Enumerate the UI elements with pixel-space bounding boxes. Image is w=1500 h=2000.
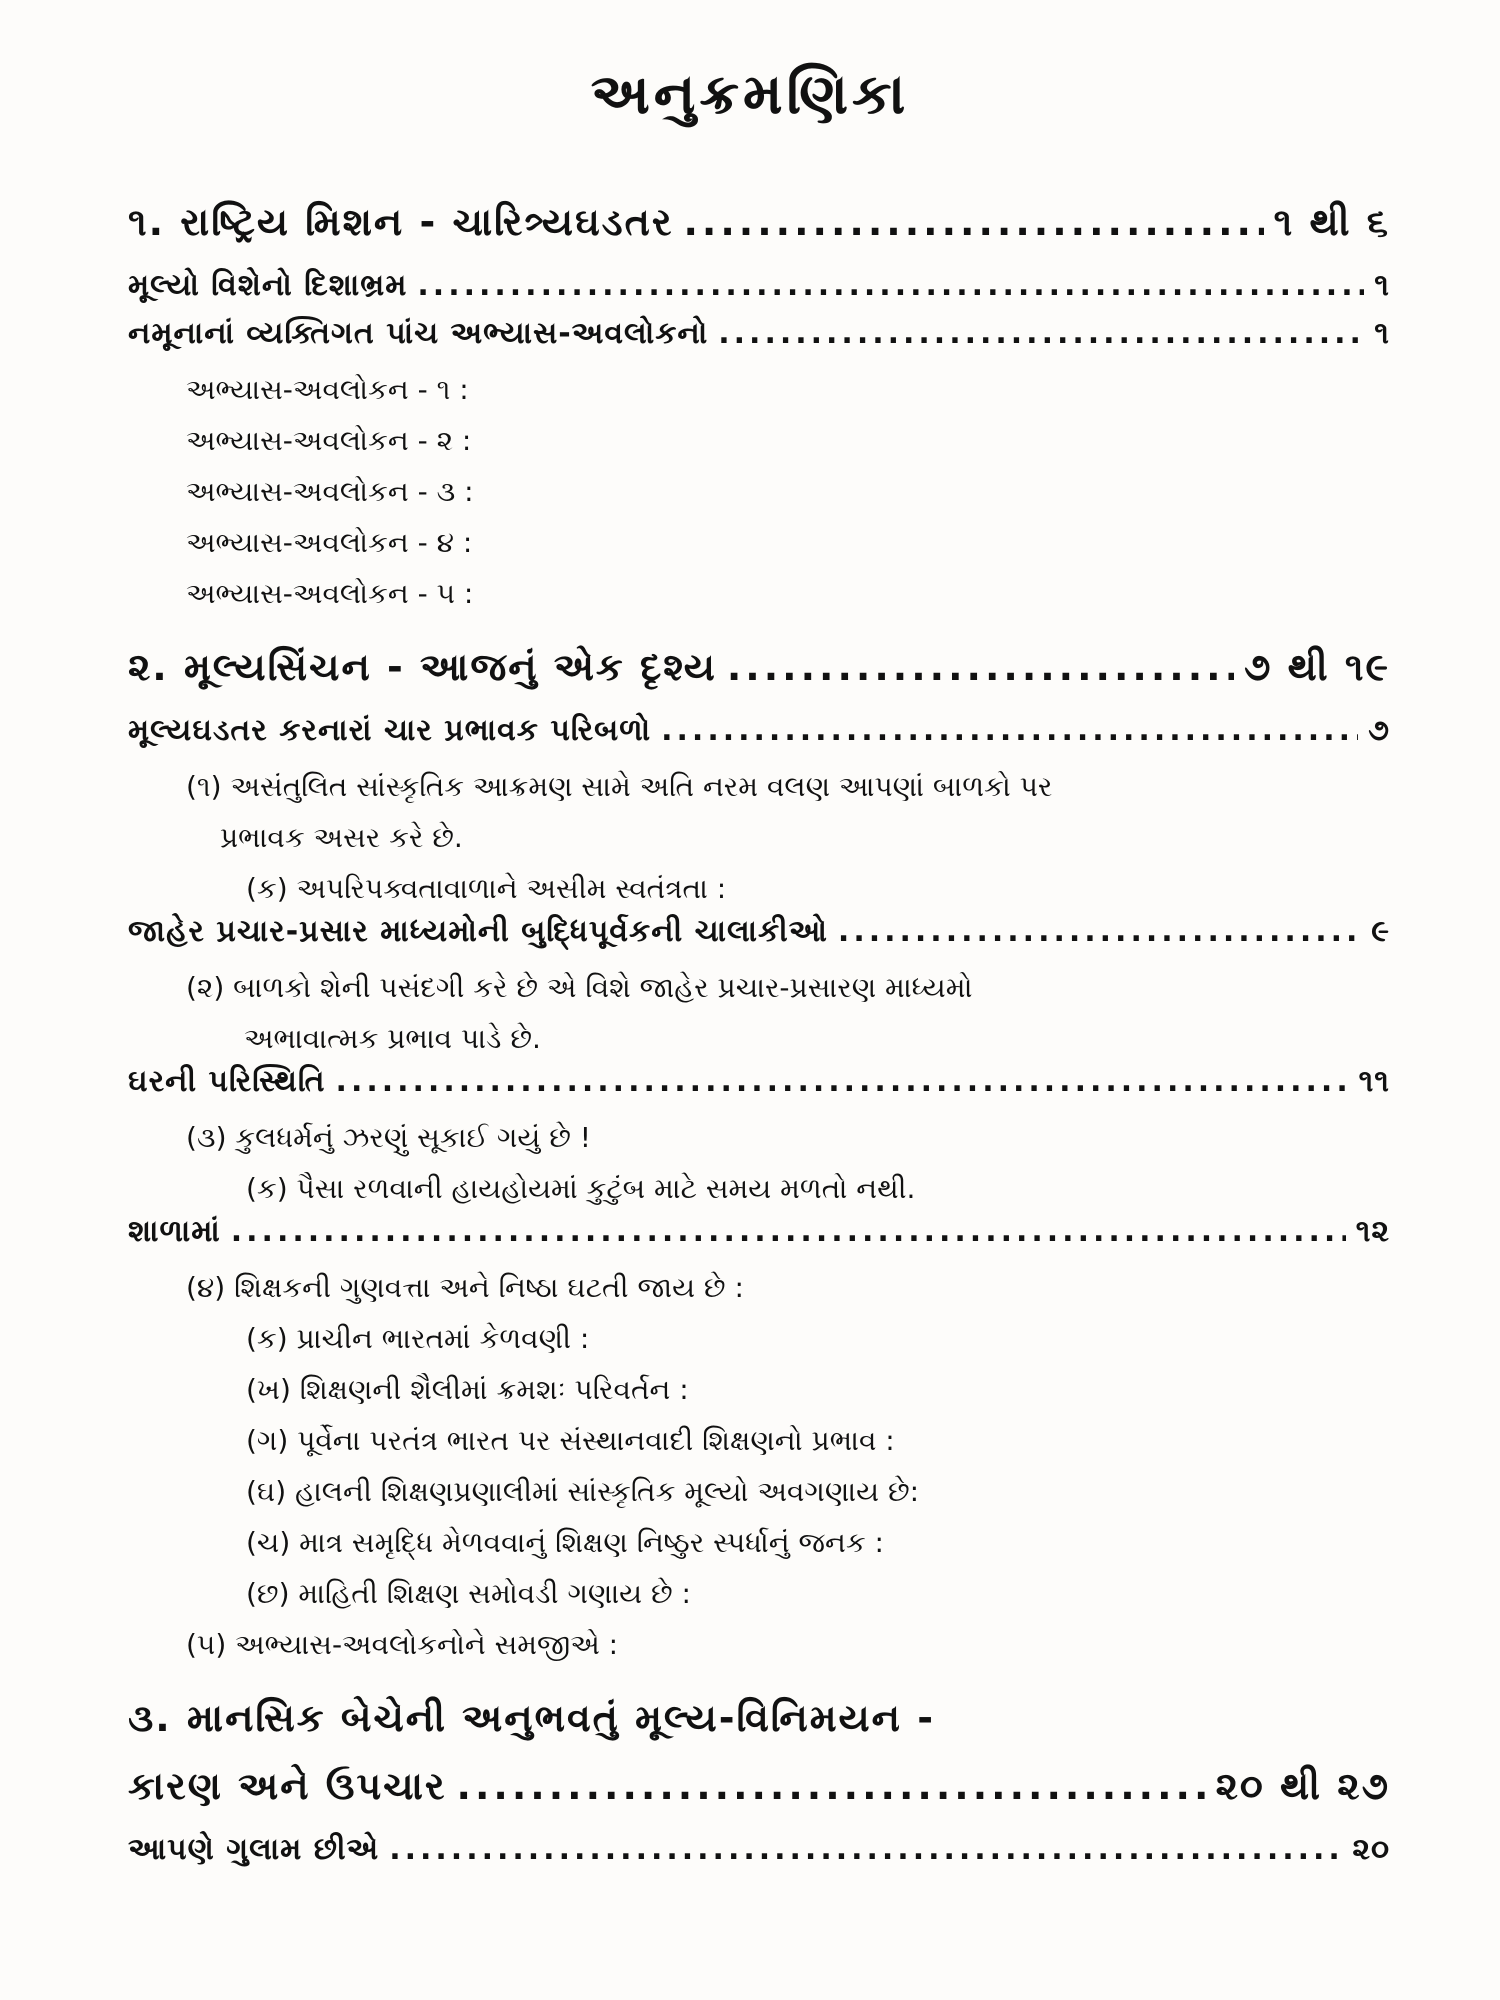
section-2 bbox=[128, 645, 1390, 1670]
dot-leader bbox=[727, 645, 1234, 689]
page-range: ૨૦ થી ૨૭ bbox=[1215, 1764, 1390, 1808]
section-heading[interactable] bbox=[128, 645, 1390, 713]
section-title: ૨. મૂલ્યસિંચન - આજનું એક દૃશ્ય bbox=[128, 645, 717, 689]
sub-entry[interactable]: અભ્યાસ-અવલોકન - ૧ : bbox=[186, 373, 469, 406]
section-title[interactable]: ૩. માનસિક બેચેની અનુભવતું મૂલ્ય-વિનિમયન - bbox=[128, 1696, 935, 1740]
sub-entry[interactable]: (૩) કુલધર્મનું ઝરણું સૂકાઈ ગયું છે ! bbox=[186, 1121, 592, 1154]
page-number: ૧ bbox=[1374, 268, 1390, 303]
topic-title: મૂલ્યઘડતર કરનારાં ચાર પ્રભાવક પરિબળો bbox=[128, 713, 652, 748]
sub-entry[interactable]: (૫) અભ્યાસ-અવલોકનોને સમજીએ : bbox=[186, 1628, 619, 1661]
page-number: ૨૦ bbox=[1352, 1832, 1390, 1867]
topic-title: મૂલ્યો વિશેનો દિશાભ્રમ bbox=[128, 268, 408, 303]
sub-entry[interactable]: (છ) માહિતી શિક્ષણ સમોવડી ગણાય છે : bbox=[246, 1577, 691, 1610]
sub-entry[interactable]: (ઘ) હાલની શિક્ષણપ્રણાલીમાં સાંસ્કૃતિક મૂલ્યો અવગણાય છે: bbox=[246, 1475, 920, 1508]
topic-row[interactable] bbox=[128, 1214, 1390, 1262]
sub-entry[interactable]: અભ્યાસ-અવલોકન - ૨ : bbox=[186, 424, 472, 457]
sub-entry[interactable]: (ક) પૈસા રળવાની હાયહોયમાં કુટુંબ માટે સમય મળતો નથી. bbox=[246, 1172, 916, 1205]
page-title: અનુક્રમણિકા bbox=[590, 62, 910, 127]
page-number: ૧૨ bbox=[1355, 1214, 1390, 1249]
sub-entry[interactable]: (ગ) પૂર્વેના પરતંત્ર ભારત પર સંસ્થાનવાદી શિક્ષણનો પ્રભાવ : bbox=[246, 1424, 895, 1457]
sub-entry[interactable]: (ખ) શિક્ષણની શૈલીમાં ક્રમશઃ પરિવર્તન : bbox=[246, 1373, 689, 1406]
dot-leader bbox=[389, 1832, 1342, 1867]
section-title: ૧. રાષ્ટ્રિય મિશન - ચારિત્ર્યઘડતર bbox=[128, 200, 674, 244]
sub-entry[interactable]: અભ્યાસ-અવલોકન - ૩ : bbox=[186, 475, 474, 508]
topic-title: આપણે ગુલામ છીએ bbox=[128, 1832, 380, 1867]
dot-leader bbox=[457, 1764, 1206, 1808]
section-title-continuation: કારણ અને ઉપચાર bbox=[128, 1764, 447, 1808]
dot-leader bbox=[683, 200, 1263, 244]
page-range: ૧ થી ૬ bbox=[1273, 200, 1390, 244]
sub-entry-continuation: અભાવાત્મક પ્રભાવ પાડે છે. bbox=[244, 1022, 541, 1055]
page-range: ૭ થી ૧૯ bbox=[1244, 645, 1390, 689]
sub-entry[interactable]: અભ્યાસ-અવલોકન - ૫ : bbox=[186, 577, 474, 610]
topic-row[interactable] bbox=[128, 316, 1390, 364]
topic-title: શાળામાં bbox=[128, 1214, 221, 1249]
topic-row[interactable] bbox=[128, 914, 1390, 962]
sub-entry-continuation: પ્રભાવક અસર કરે છે. bbox=[220, 821, 463, 854]
topic-title: જાહેર પ્રચાર-પ્રસાર માધ્યમોની બુદ્ધિપૂર્વકની ચાલાકીઓ bbox=[128, 914, 828, 949]
sub-entry[interactable]: (ક) અપરિપક્વતાવાળાને અસીમ સ્વતંત્રતા : bbox=[246, 872, 727, 905]
dot-leader bbox=[231, 1214, 1346, 1249]
sub-entry[interactable]: (ક) પ્રાચીન ભારતમાં કેળવણી : bbox=[246, 1322, 590, 1355]
topic-title: ઘરની પરિસ્થિતિ bbox=[128, 1064, 326, 1099]
page-number: ૧૧ bbox=[1358, 1064, 1390, 1099]
section-3 bbox=[128, 1696, 1390, 1880]
dot-leader bbox=[336, 1064, 1349, 1099]
page-number: ૭ bbox=[1368, 713, 1390, 748]
dot-leader bbox=[838, 914, 1361, 949]
topic-row[interactable] bbox=[128, 713, 1390, 761]
dot-leader bbox=[661, 713, 1358, 748]
topic-row[interactable] bbox=[128, 1832, 1390, 1880]
table-of-contents bbox=[128, 200, 1390, 1906]
sub-entry[interactable]: (ચ) માત્ર સમૃદ્ધિ મેળવવાનું શિક્ષણ નિષ્ઠુર સ્પર્ધાનું જનક : bbox=[246, 1526, 884, 1559]
page-number: ૯ bbox=[1371, 914, 1390, 949]
topic-row[interactable] bbox=[128, 1064, 1390, 1112]
sub-entry[interactable]: અભ્યાસ-અવલોકન - ૪ : bbox=[186, 526, 473, 559]
topic-title: નમૂનાનાં વ્યક્તિગત પાંચ અભ્યાસ-અવલોકનો bbox=[128, 316, 709, 351]
page-number: ૧ bbox=[1374, 316, 1390, 351]
sub-entry[interactable]: (૪) શિક્ષકની ગુણવત્તા અને નિષ્ઠા ઘટતી જાય છે : bbox=[186, 1271, 744, 1304]
dot-leader bbox=[417, 268, 1364, 303]
section-heading[interactable] bbox=[128, 1764, 1390, 1832]
section-heading[interactable] bbox=[128, 200, 1390, 268]
dot-leader bbox=[718, 316, 1364, 351]
sub-entry[interactable]: (૨) બાળકો શેની પસંદગી કરે છે એ વિશે જાહેર પ્રચાર-પ્રસારણ માધ્યમો bbox=[186, 971, 973, 1004]
section-1 bbox=[128, 200, 1390, 619]
sub-entry[interactable]: (૧) અસંતુલિત સાંસ્કૃતિક આક્રમણ સામે અતિ નરમ વલણ આપણાં બાળકો પર bbox=[186, 770, 1053, 803]
topic-row[interactable] bbox=[128, 268, 1390, 316]
